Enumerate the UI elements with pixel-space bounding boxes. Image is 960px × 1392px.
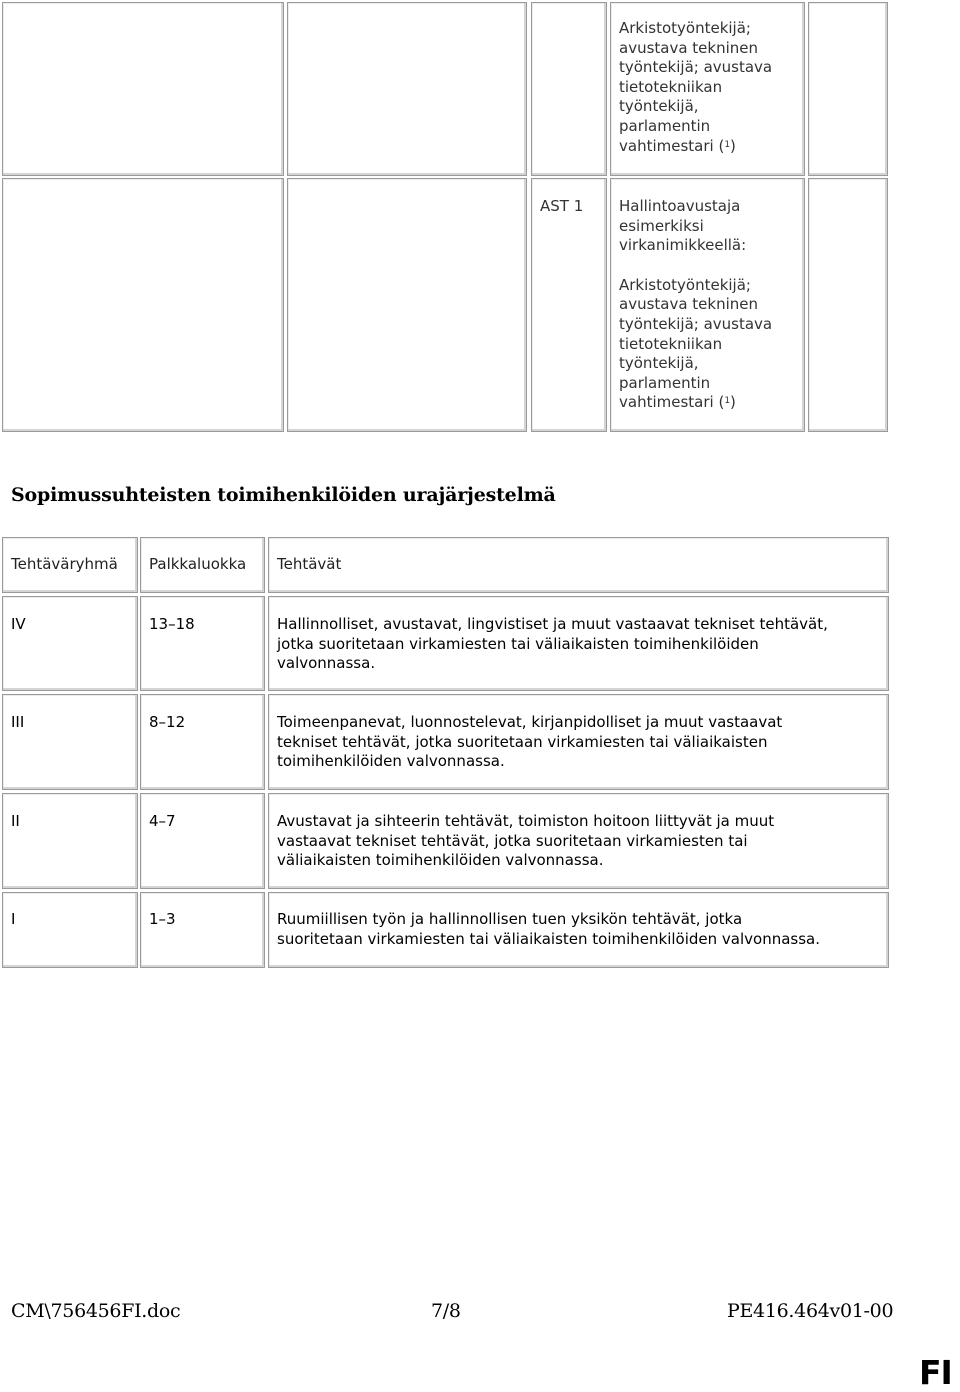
task-line: vastaavat tekniset tehtävät, jotka suoritetaan virkamiesten tai xyxy=(277,831,748,850)
desc-line-last xyxy=(619,137,772,157)
column-header-group: Tehtäväryhmä xyxy=(11,555,118,573)
desc-line: parlamentin xyxy=(619,116,711,135)
desc-line-last xyxy=(619,393,772,413)
footnote-ref: 1 xyxy=(724,139,731,150)
desc-line: tietotekniikan xyxy=(619,77,723,96)
desc-line: avustava tekninen xyxy=(619,38,759,57)
top-r2-description xyxy=(619,197,772,413)
cell-tasks xyxy=(277,615,828,674)
paren-close: ) xyxy=(730,393,736,412)
desc-line: työntekijä, xyxy=(619,97,699,116)
desc-line: työntekijä, xyxy=(619,354,699,373)
top-cell-r1-c2 xyxy=(287,2,527,176)
task-line: Ruumiillisen työn ja hallinnollisen tuen yksikön tehtävät, jotka xyxy=(277,910,743,928)
column-header-grades: Palkkaluokka xyxy=(149,555,247,573)
language-code: FI xyxy=(919,1353,952,1392)
task-line: väliaikaisten toimihenkilöiden valvonnassa. xyxy=(277,851,604,870)
task-line: Avustavat ja sihteerin tehtävät, toimiston hoitoon liittyvät ja muut xyxy=(277,812,775,830)
footer-page-number: 7/8 xyxy=(431,1300,461,1322)
footer-doc-ref: CM\756456FI.doc xyxy=(11,1300,181,1322)
title-line: esimerkiksi xyxy=(619,216,704,235)
top-cell-r1-c1 xyxy=(2,2,284,176)
desc-text: vahtimestari ( xyxy=(619,393,725,412)
table-row xyxy=(2,793,138,889)
desc-line: parlamentin xyxy=(619,373,711,392)
table-row xyxy=(140,793,265,889)
task-line: jotka suoritetaan virkamiesten tai väliaikaisten toimihenkilöiden xyxy=(277,634,759,653)
table-row xyxy=(2,694,138,790)
desc-line: työntekijä; avustava xyxy=(619,314,773,333)
table-row xyxy=(140,892,265,968)
column-header-tasks: Tehtävät xyxy=(277,555,342,573)
task-line: toimihenkilöiden valvonnassa. xyxy=(277,752,505,771)
top-cell-r1-c5 xyxy=(808,2,888,176)
top-cell-r2-c1 xyxy=(2,178,284,432)
cell-grades: 8–12 xyxy=(149,713,186,731)
desc-line: Arkistotyöntekijä; xyxy=(619,19,751,37)
section-heading: Sopimussuhteisten toimihenkilöiden urajärjestelmä xyxy=(11,484,556,506)
desc-line: Arkistotyöntekijä; xyxy=(619,275,751,294)
task-line: suoritetaan virkamiesten tai väliaikaisten toimihenkilöiden valvonnassa. xyxy=(277,929,820,948)
table-row xyxy=(2,596,138,691)
task-line: valvonnassa. xyxy=(277,654,376,673)
cell-grades: 1–3 xyxy=(149,910,176,928)
cell-group: II xyxy=(11,812,20,830)
table-row xyxy=(2,892,138,968)
desc-line: avustava tekninen xyxy=(619,295,759,314)
top-cell-r2-c5 xyxy=(808,178,888,432)
task-line: Hallinnolliset, avustavat, lingvistiset ja muut vastaavat tekniset tehtävät, xyxy=(277,615,828,633)
task-line: Toimeenpanevat, luonnostelevat, kirjanpidolliset ja muut vastaavat xyxy=(277,713,783,731)
paragraph-gap xyxy=(619,256,772,276)
table-row xyxy=(140,694,265,790)
cell-grades: 4–7 xyxy=(149,812,176,830)
title-line: virkanimikkeellä: xyxy=(619,236,747,255)
top-r2-code: AST 1 xyxy=(540,197,584,215)
cell-group: I xyxy=(11,910,16,928)
footer-pe-ref: PE416.464v01-00 xyxy=(727,1300,894,1322)
desc-line: tietotekniikan xyxy=(619,334,723,353)
task-line: tekniset tehtävät, jotka suoritetaan virkamiesten tai väliaikaisten xyxy=(277,732,768,751)
desc-line: työntekijä; avustava xyxy=(619,58,773,77)
paren-close: ) xyxy=(730,136,736,155)
top-cell-r1-c3 xyxy=(531,2,607,176)
desc-text: vahtimestari ( xyxy=(619,136,725,155)
cell-group: III xyxy=(11,713,25,731)
top-cell-r2-c2 xyxy=(287,178,527,432)
header-cell-tasks xyxy=(268,537,889,593)
cell-group: IV xyxy=(11,615,26,633)
cell-tasks xyxy=(277,713,782,772)
footnote-ref: 1 xyxy=(724,396,731,407)
title-line: Hallintoavustaja xyxy=(619,197,741,215)
cell-tasks xyxy=(277,910,820,949)
top-r1-description xyxy=(619,19,772,156)
table-row xyxy=(140,596,265,691)
cell-grades: 13–18 xyxy=(149,615,195,633)
cell-tasks xyxy=(277,812,774,871)
